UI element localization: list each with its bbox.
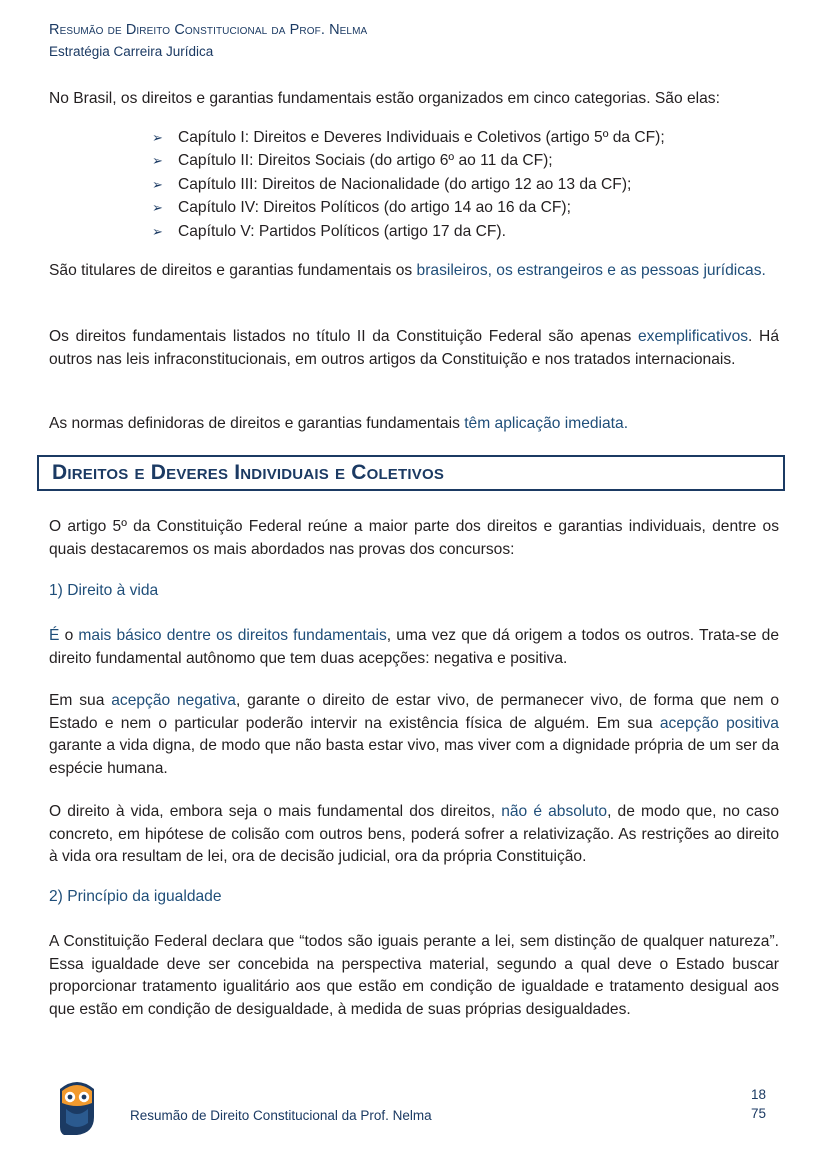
list-item: ➢ Capítulo II: Direitos Sociais (do artigo 6º ao 11 da CF); — [152, 149, 665, 172]
highlight-text: não é absoluto — [501, 803, 608, 820]
section-header-box — [37, 455, 785, 491]
intro-paragraph: No Brasil, os direitos e garantias fundamentais estão organizados em cinco categorias. São elas: — [49, 90, 720, 107]
highlight-text: mais básico dentre os direitos fundamentais — [78, 627, 387, 644]
header-subtitle: Estratégia Carreira Jurídica — [49, 44, 214, 59]
section-title: Direitos e Deveres Individuais e Coletivos — [52, 461, 445, 484]
vida-paragraph-3: O direito à vida, embora seja o mais fundamental dos direitos, não é absoluto, de modo que, no caso concreto, em hipótese de colisão com outros bens, poderá sofrer a relativização. As restrições ao direito à vida ora resultam de lei, ora de decisão judicial, ora da própria Constituição. — [49, 803, 779, 865]
list-item: ➢ Capítulo III: Direitos de Nacionalidade (do artigo 12 ao 13 da CF); — [152, 173, 665, 196]
highlight-text: brasileiros, os estrangeiros e as pessoas jurídicas. — [416, 262, 766, 279]
vida-paragraph-2: Em sua acepção negativa, garante o direito de estar vivo, de permanecer vivo, de forma que nem o Estado e nem o particular poderão intervir na existência física de alguém. Em sua acepção positiva garante a vida digna, de modo que não basta estar vivo, mas viver com a dignidade própria de um ser da espécie humana. — [49, 692, 780, 777]
chapter-list — [152, 126, 665, 243]
list-item: ➢ Capítulo IV: Direitos Políticos (do artigo 14 ao 16 da CF); — [152, 196, 665, 219]
highlight-text: têm aplicação imediata. — [464, 415, 629, 432]
highlight-text: exemplificativos — [637, 328, 749, 345]
page-total: 75 — [750, 1106, 766, 1121]
header-title: Resumão de Direito Constitucional da Prof. Nelma — [49, 22, 368, 38]
vida-paragraph-1: É o mais básico dentre os direitos fundamentais, uma vez que dá origem a todos os outros. Trata-se de direito fundamental autônomo que tem duas acepções: negativa e positiva. — [49, 627, 779, 667]
highlight-text: acepção positiva — [659, 714, 779, 732]
arrow-bullet-icon: ➢ — [152, 130, 163, 145]
highlight-text: acepção negativa — [111, 692, 236, 709]
art5-intro-paragraph: O artigo 5º da Constituição Federal reúne a maior parte dos direitos e garantias individuais, dentre os quais destacaremos os mais abordados nas provas dos concursos: — [49, 518, 779, 558]
vida-heading: 1) Direito à vida — [49, 582, 159, 599]
page-number: 18 — [750, 1087, 766, 1102]
arrow-bullet-icon: ➢ — [152, 200, 163, 216]
list-item: ➢ Capítulo V: Partidos Políticos (artigo 17 da CF). — [152, 220, 665, 243]
igualdade-heading: 2) Princípio da igualdade — [49, 888, 222, 905]
list-item: ➢ Capítulo I: Direitos e Deveres Individuais e Coletivos (artigo 5º da CF); — [152, 126, 665, 149]
arrow-bullet-icon: ➢ — [152, 223, 163, 239]
arrow-bullet-icon: ➢ — [152, 153, 163, 169]
titulares-paragraph: São titulares de direitos e garantias fundamentais os brasileiros, os estrangeiros e as pessoas jurídicas. — [49, 262, 766, 279]
footer-text: Resumão de Direito Constitucional da Prof. Nelma — [130, 1108, 432, 1123]
arrow-bullet-icon: ➢ — [152, 176, 163, 192]
exemplificativos-paragraph: Os direitos fundamentais listados no título II da Constituição Federal são apenas exemplificativos. Há outros nas leis infraconstitucionais, em outros artigos da Constituição e nos tratados internacionais. — [49, 328, 779, 368]
igualdade-paragraph: A Constituição Federal declara que “todos são iguais perante a lei, sem distinção de qualquer natureza”. Essa igualdade deve ser concebida na perspectiva material, segundo a qual deve o Estado buscar proporcionar tratamento igualitário aos que estão em condição de igualdade e tratamento desigual aos que estão em condição de desigualdade, à medida de suas próprias desigualdades. — [49, 933, 779, 1018]
owl-logo-icon — [58, 1073, 96, 1137]
aplicacao-paragraph: As normas definidoras de direitos e garantias fundamentais têm aplicação imediata. — [49, 415, 629, 432]
